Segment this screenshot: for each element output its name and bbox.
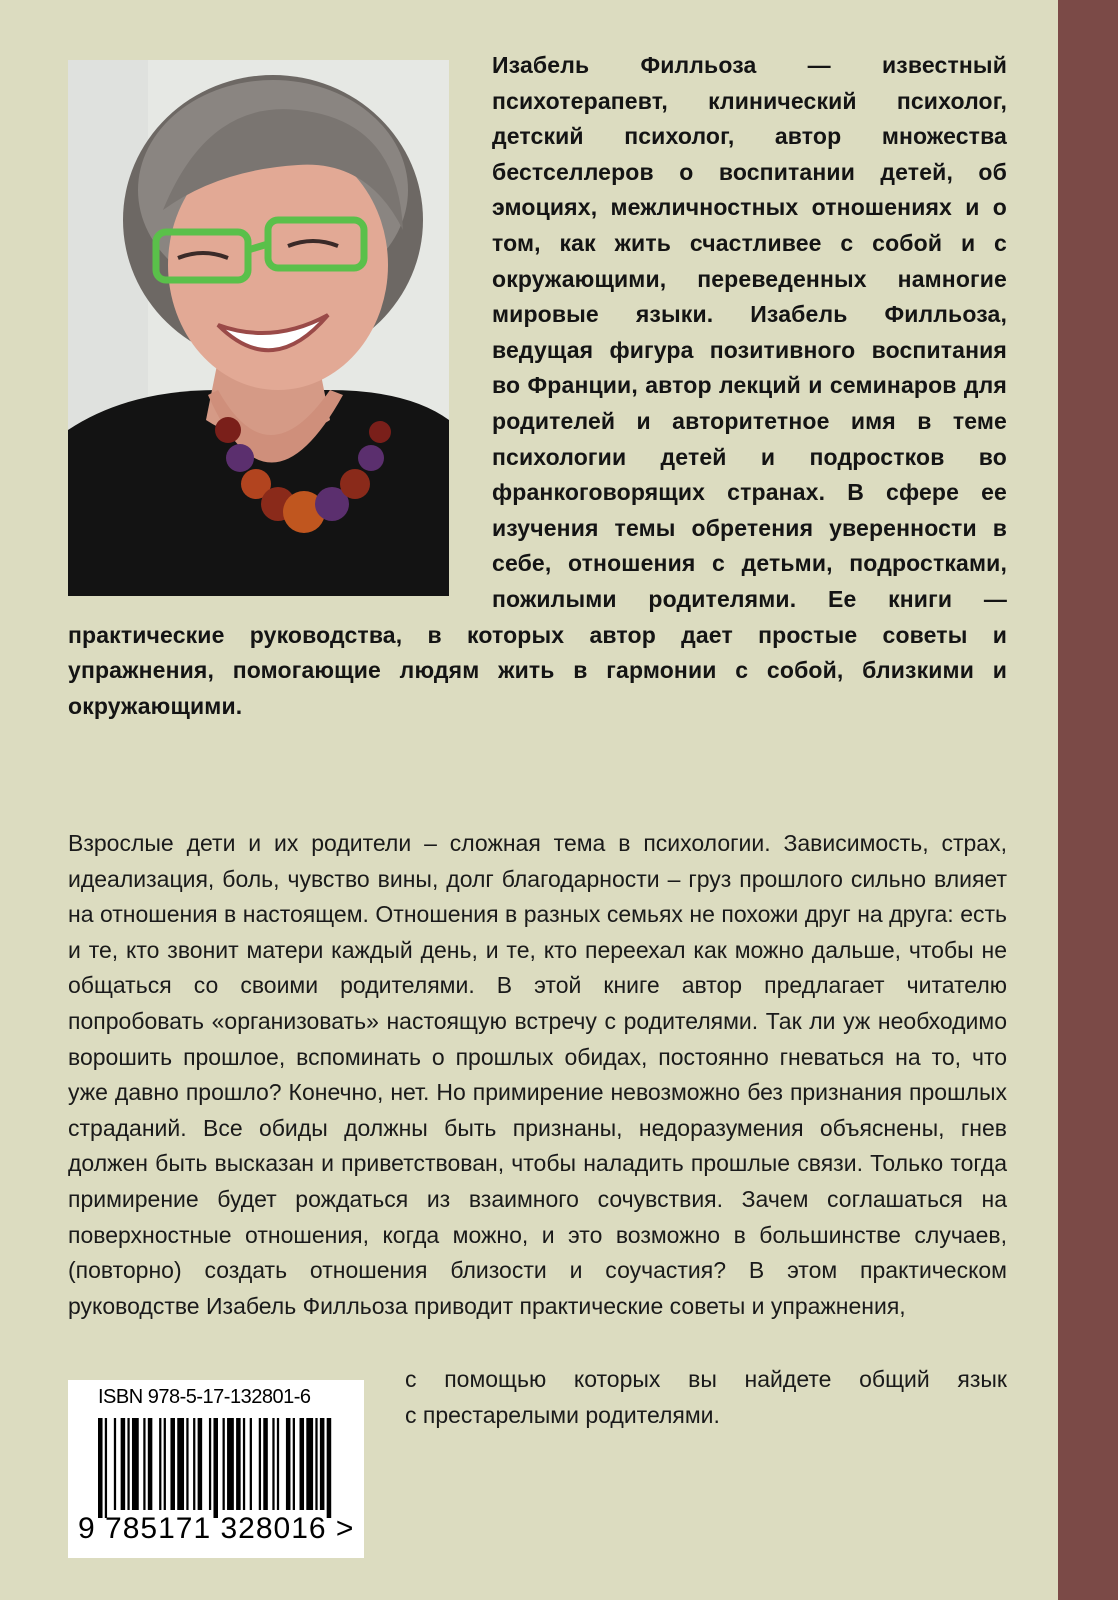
barcode-bar (209, 1418, 211, 1510)
barcode-bar (148, 1418, 153, 1510)
barcode-bar (186, 1418, 188, 1510)
barcode-bar (114, 1418, 116, 1510)
barcode-bar (306, 1418, 313, 1510)
book-spine (1058, 0, 1118, 1600)
barcode-bar (300, 1418, 305, 1510)
barcode-bar (272, 1418, 274, 1510)
barcode-bar (223, 1418, 225, 1510)
barcode-bar (293, 1418, 295, 1510)
barcode-bar (250, 1418, 252, 1510)
book-description: Взрослые дети и их родители – сложная тема в психологии. Зависимость, страх, идеализация, боль, чувство вины, долг благодарности – груз прошлого сильно влияет на отношения в настоящем. Отношения в разных семьях не похожи друг на друга: есть и те, кто звонит матери каждый день, и те, кто переехал как можно дальше, чтобы не общаться со своими родителями. В этой книге автор предлагает читателю попробовать «организовать» настоящую встречу с родителями. Так ли уж необходимо ворошить прошлое, вспоминать о прошлых обидах, постоянно гневаться на то, что уже давно прошло? Конечно, нет. Но примирение невозможно без признания прошлых страданий. Все обиды должны быть признаны, недоразумения объяснены, гнев должен быть высказан и приветствован, чтобы наладить прошлые связи. Только тогда примирение будет рождаться из взаимного сочувствия. Зачем соглашаться на поверхностные отношения, когда можно, и это возможно в большинстве случаев, (повторно) создать отношения близости и соучастия? В этом практическом руководстве Изабель Филльоза приводит практические советы и упражнения, (68, 830, 1007, 1319)
barcode-bar (327, 1418, 332, 1518)
barcode-bar (236, 1418, 241, 1510)
photo-spacer (68, 48, 492, 608)
barcode-bar (213, 1418, 218, 1518)
barcode-bar (177, 1418, 184, 1510)
barcode-bar (263, 1418, 268, 1510)
author-biography (68, 48, 1007, 724)
isbn-label: ISBN 978-5-17-132801-6 (98, 1386, 311, 1408)
barcode-bar (159, 1418, 161, 1510)
barcode-bar (277, 1418, 279, 1510)
barcode-bar (121, 1418, 126, 1510)
barcode-bar (98, 1418, 103, 1518)
barcode-bar (164, 1418, 166, 1510)
barcode-bar (259, 1418, 261, 1510)
barcode-bar (286, 1418, 291, 1510)
barcode-bar (127, 1418, 129, 1510)
book-description-tail (405, 1362, 1007, 1433)
barcode-bar (105, 1418, 107, 1518)
barcode-bar (243, 1418, 245, 1510)
barcode-bar (170, 1418, 175, 1510)
isbn-barcode-block (68, 1380, 364, 1558)
barcode-bar (315, 1418, 317, 1510)
isbn-digits: 9 785171 328016 > (78, 1512, 355, 1545)
barcode-bar (143, 1418, 145, 1510)
barcode-bar (227, 1418, 234, 1510)
description-tail-line-1: с помощью которых вы найдете общий язык (405, 1366, 1007, 1392)
barcode-bar (198, 1418, 203, 1510)
barcode-bar (132, 1418, 139, 1510)
author-biography-text: Изабель Филльоза — известный психотерапевт, клинический психолог, детский психолог, автор множества бестселлеров о воспитании детей, об эмоциях, межличностных отношениях и о том, как жить счастливее с собой и с окружающими, переведенных намногие мировые языки. Изабель Филльоза, ведущая фигура позитивного воспитания во Франции, автор лекций и семинаров для родителей и авторитетное имя в теме психологии детей и подростков во франкоговорящих странах. В сфере ее изучения темы обретения уверенности в себе, отношения с детьми, подростками, пожилыми родителями. Ее книги — практические руководства, в которых автор дает простые советы и упражнения, помогающие людям жить в гармонии с собой, близкими и окружающими. (68, 52, 1007, 719)
barcode-bar (320, 1418, 325, 1510)
barcode-bar (193, 1418, 195, 1510)
description-tail-line-2: с престарелыми родителями. (405, 1401, 720, 1428)
barcode (98, 1418, 338, 1518)
